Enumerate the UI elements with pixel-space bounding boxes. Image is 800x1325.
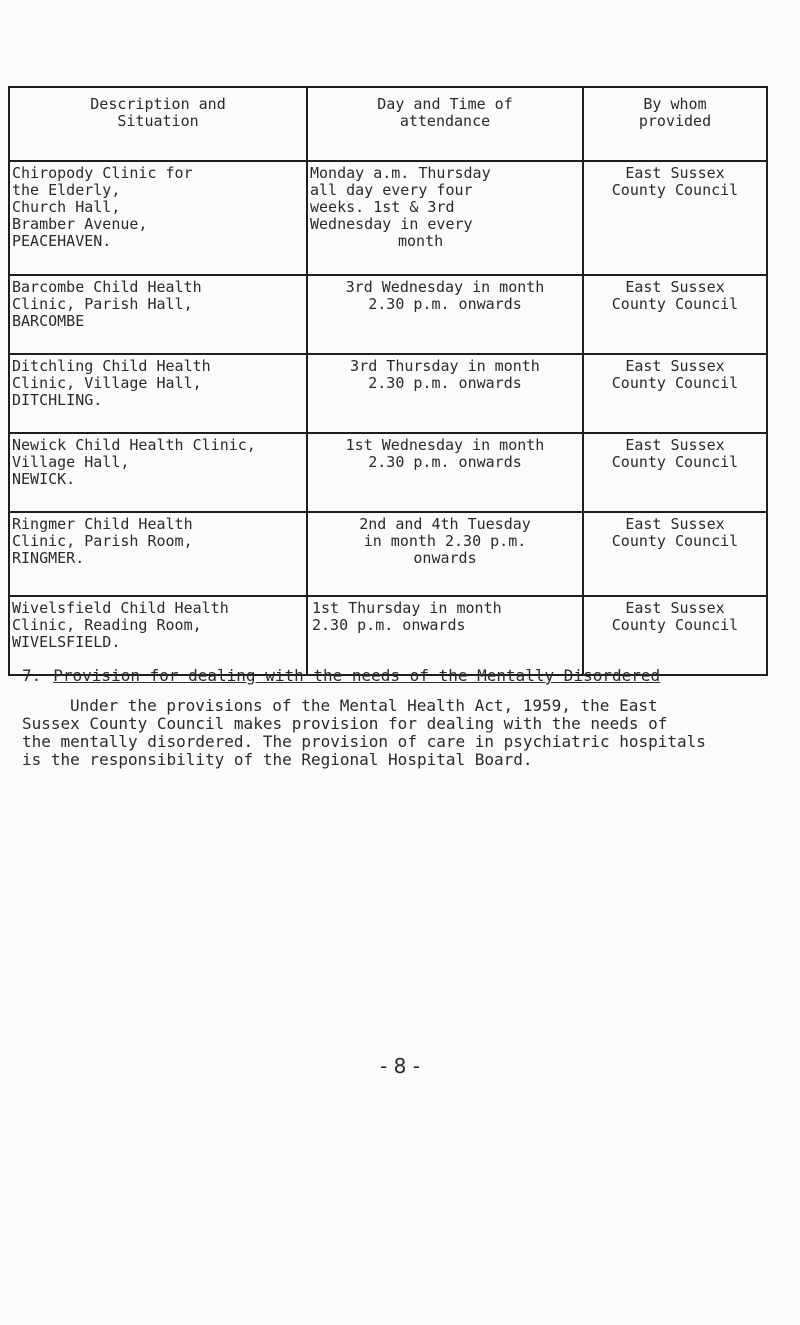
cell-provider: East Sussex County Council [583, 161, 767, 275]
cell-time: 3rd Wednesday in month 2.30 p.m. onwards [307, 275, 583, 354]
table-row [9, 354, 767, 433]
cell-time: Monday a.m. Thursday all day every four weeks. 1st & 3rd Wednesday in every month [307, 161, 583, 275]
header-provider: By whom provided [583, 87, 767, 161]
table-header-row [9, 87, 767, 161]
header-description: Description and Situation [9, 87, 307, 161]
clinics-table [8, 86, 768, 676]
cell-provider: East Sussex County Council [583, 275, 767, 354]
section-title: Provision for dealing with the needs of the Mentally Disordered [53, 666, 661, 685]
cell-time: 3rd Thursday in month 2.30 p.m. onwards [307, 354, 583, 433]
cell-provider: East Sussex County Council [583, 354, 767, 433]
cell-provider: East Sussex County Council [583, 596, 767, 675]
header-time: Day and Time of attendance [307, 87, 583, 161]
cell-time: 2nd and 4th Tuesday in month 2.30 p.m. onwards [307, 512, 583, 596]
table-row [9, 596, 767, 675]
cell-description: Ditchling Child Health Clinic, Village Hall, DITCHLING. [9, 354, 307, 433]
table-row [9, 433, 767, 512]
section-heading [22, 667, 782, 685]
cell-description: Newick Child Health Clinic, Village Hall, NEWICK. [9, 433, 307, 512]
cell-provider: East Sussex County Council [583, 512, 767, 596]
cell-description: Ringmer Child Health Clinic, Parish Room, RINGMER. [9, 512, 307, 596]
section-mental-health [22, 667, 782, 769]
cell-description: Chiropody Clinic for the Elderly, Church Hall, Bramber Avenue, PEACEHAVEN. [9, 161, 307, 275]
section-number: 7. [22, 666, 42, 685]
table-row [9, 275, 767, 354]
cell-provider: East Sussex County Council [583, 433, 767, 512]
table-row [9, 161, 767, 275]
cell-time: 1st Thursday in month 2.30 p.m. onwards [307, 596, 583, 675]
section-paragraph: Under the provisions of the Mental Health Act, 1959, the East Sussex County Council makes provision for dealing with the needs of the mentally disordered. The provision of care in psychiatric hospitals is the responsibility of the Regional Hospital Board. [22, 696, 706, 769]
page-number: - 8 - [380, 1054, 420, 1078]
cell-description: Wivelsfield Child Health Clinic, Reading Room, WIVELSFIELD. [9, 596, 307, 675]
table-row [9, 512, 767, 596]
cell-time: 1st Wednesday in month 2.30 p.m. onwards [307, 433, 583, 512]
cell-description: Barcombe Child Health Clinic, Parish Hall, BARCOMBE [9, 275, 307, 354]
